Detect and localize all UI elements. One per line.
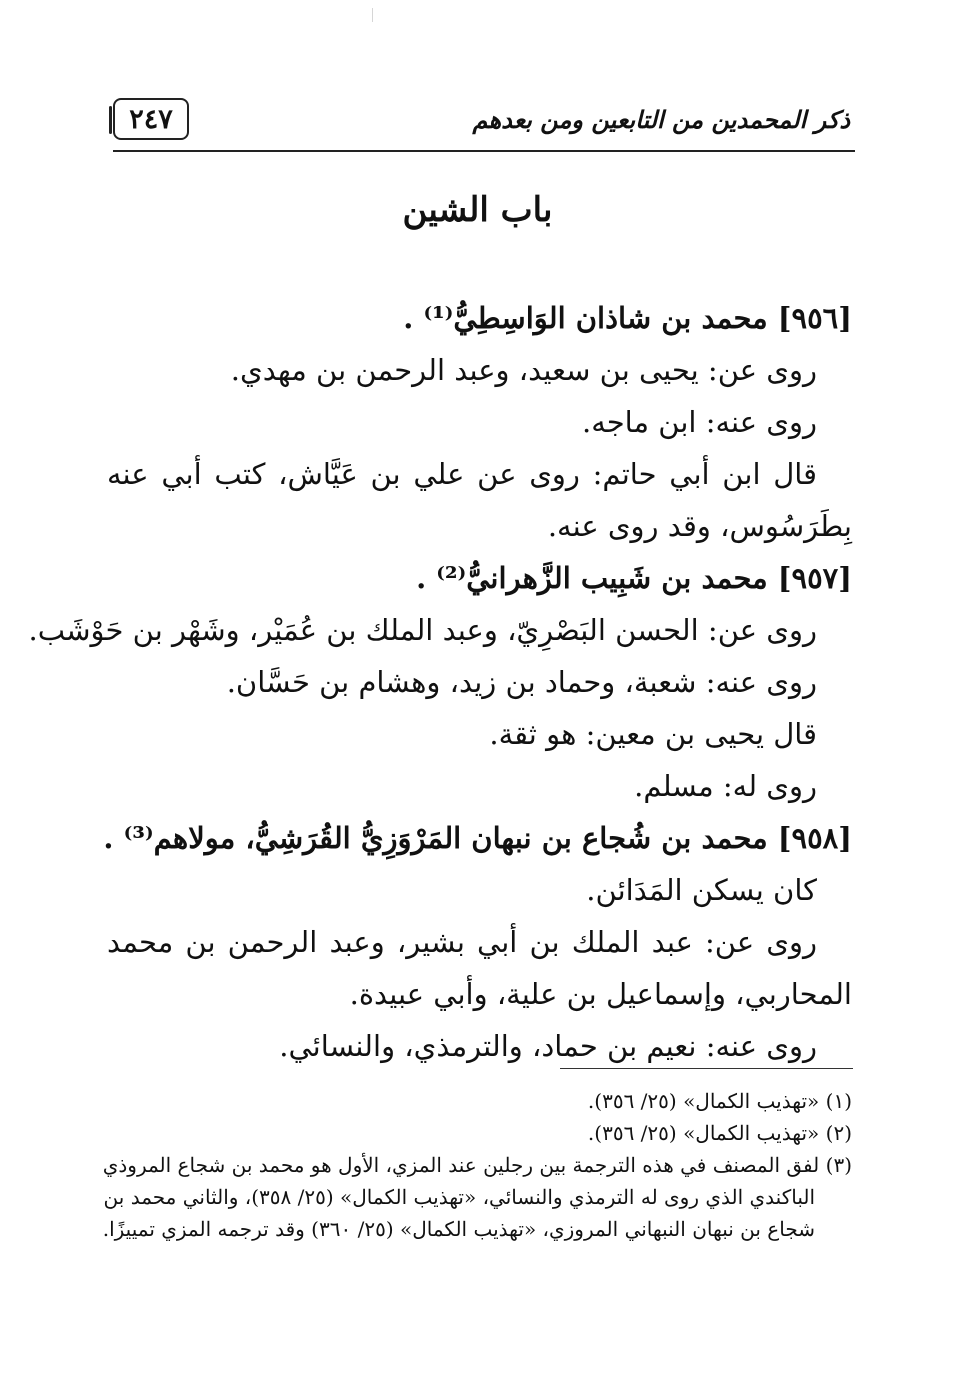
page-number-frame [113, 98, 189, 140]
entry-heading-956: [٩٥٦] محمد بن شاذان الوَاسِطِيُّ⁽¹⁾ . [403, 301, 852, 335]
entry-heading-957: [٩٥٧] محمد بن شَبِيب الزَّهرانيُّ⁽²⁾ . [416, 561, 852, 595]
page-number: ٢٤٧ [129, 103, 173, 135]
footnote-1: (١) «تهذيب الكمال» (٢٥/ ٣٥٦). [587, 1089, 852, 1113]
page-number-frame-ornament [109, 106, 112, 134]
footnote-2: (٢) «تهذيب الكمال» (٢٥/ ٣٥٦). [587, 1121, 852, 1145]
entry-958-narrated-from: روى عن: عبد الملك بن أبي بشير، وعبد الرحمن بن محمد [107, 925, 817, 959]
entry-957-narrated-from: روى عن: الحسن البَصْرِيّ، وعبد الملك بن عُمَيْر، وشَهْر بن حَوْشَب. [28, 613, 817, 647]
chapter-title: باب الشين [402, 190, 553, 230]
footnote-3-line-1: (٣) لفق المصنف في هذه الترجمة بين رجلين عند المزي، الأول هو محمد بن شجاع المروذي [102, 1153, 852, 1177]
entry-956-statement-continued: بِطَرَسُوس، وقد روى عنه. [547, 509, 852, 543]
entry-956-narrated-by: روى عنه: ابن ماجه. [581, 405, 817, 439]
entry-957-transmitted-by: روى له: مسلم. [634, 769, 817, 803]
entry-958-narrated-from-continued: المحاربي، وإسماعيل بن علية، وأبي عبيدة. [349, 977, 852, 1011]
entry-957-narrated-by: روى عنه: شعبة، وحماد بن زيد، وهشام بن حَسَّان. [226, 665, 817, 699]
entry-956-narrated-from: روى عن: يحيى بن سعيد، وعبد الرحمن بن مهدي. [230, 353, 817, 387]
entry-956-statement: قال ابن أبي حاتم: روى عن علي بن عَيَّاش، كتب أبي عنه [107, 457, 817, 491]
footnotes [102, 1085, 852, 1245]
footnote-3-line-2: الباكندي الذي روى له الترمذي والنسائي، «تهذيب الكمال» (٢٥/ ٣٥٨)، والثاني محمد بن [103, 1185, 815, 1209]
footnote-3-line-3: شجاع بن نبهان النبهاني المروزي، «تهذيب الكمال» (٢٥/ ٣٦٠) وقد ترجمه المزي تمييزًا. [102, 1217, 815, 1241]
entry-957-assessment: قال يحيى بن معين: هو ثقة. [489, 717, 817, 751]
entry-heading-958: [٩٥٨] محمد بن شُجاع بن نبهان المَرْوَزِيُّ القُرَشِيُّ، مولاهم⁽³⁾ . [103, 821, 852, 855]
entry-958-narrated-by: روى عنه: نعيم بن حماد، والترمذي، والنسائي. [279, 1029, 817, 1063]
header-rule [113, 150, 855, 152]
main-text [28, 292, 852, 1072]
page-edge-mark [372, 8, 373, 22]
running-header-title: ذكر المحمدين من التابعين ومن بعدهم [472, 105, 850, 134]
footnote-rule [560, 1068, 853, 1069]
entry-958-residence: كان يسكن المَدَائن. [586, 873, 817, 907]
